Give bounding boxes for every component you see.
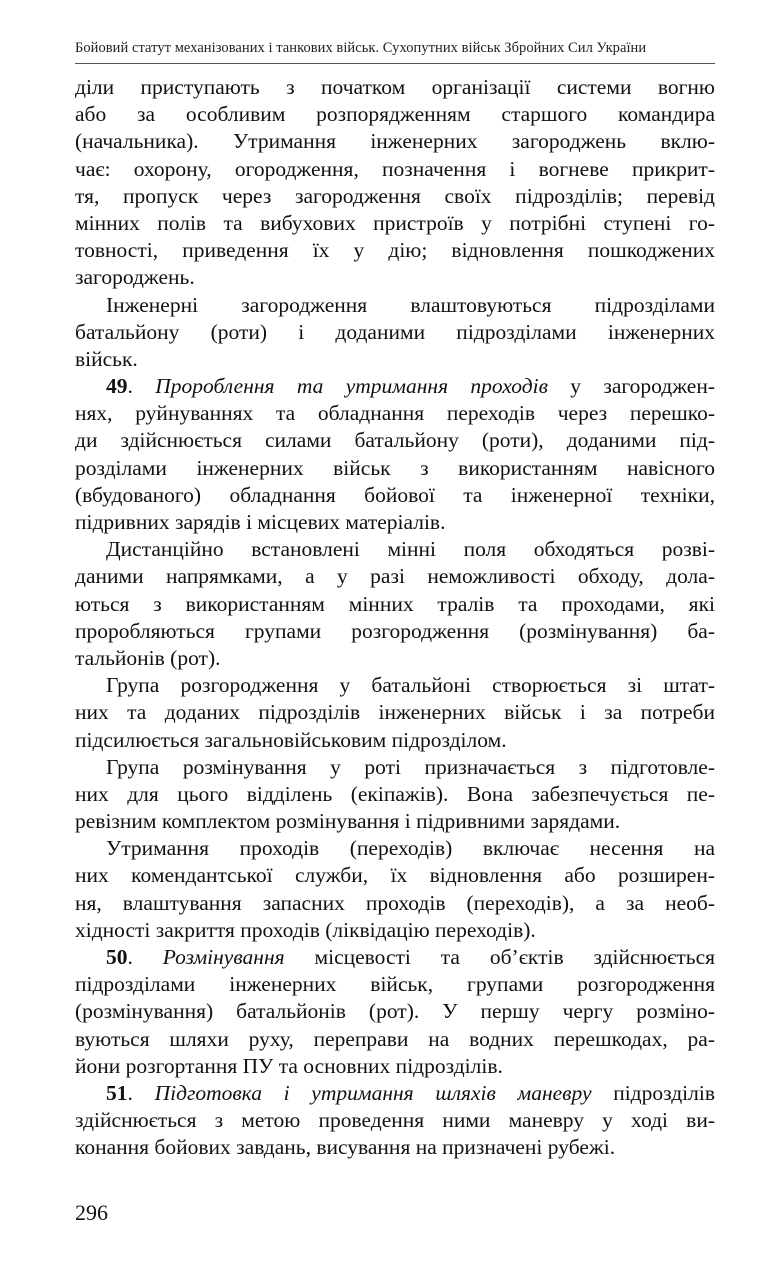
text-line: розділами інженерних військ з використанням навісного bbox=[75, 455, 715, 480]
section-number: 49 bbox=[106, 374, 128, 399]
section-title: Розмінування bbox=[162, 945, 285, 969]
text-line: ди здійснюється силами батальйону (роти), доданими під- bbox=[75, 428, 715, 453]
text-run: підрозділів bbox=[591, 1080, 715, 1105]
text-line: них для цього відділень (екіпажів). Вона забезпечується пе- bbox=[75, 781, 715, 806]
text-line: (розмінування) батальйонів (рот). У першу чергу розміно- bbox=[75, 999, 715, 1024]
section-title: Пророблення та утримання проходів bbox=[155, 374, 548, 399]
text-line: хідності закриття проходів (ліквідацію переходів). bbox=[75, 917, 536, 942]
text-line bbox=[75, 373, 715, 400]
text-line: даними напрямками, а у разі неможливості обходу, дола- bbox=[75, 564, 715, 589]
text-line: конання бойових завдань, висування на призначені рубежі. bbox=[75, 1135, 616, 1160]
text-line: загороджень. bbox=[75, 265, 195, 290]
text-line bbox=[75, 944, 715, 971]
paragraph-passage-maintenance bbox=[75, 835, 715, 944]
header-divider bbox=[75, 63, 715, 64]
running-header: Бойовий статут механізованих і танкових військ. Сухопутних військ Збройних Сил України bbox=[75, 40, 647, 56]
paragraph-clearing-group bbox=[75, 672, 715, 754]
section-title: Підготовка і утримання шляхів маневру bbox=[154, 1080, 592, 1105]
text-line: або за особливим розпорядженням старшого командира bbox=[75, 102, 715, 127]
text-line: проробляються групами розгородження (розмінування) ба- bbox=[75, 618, 715, 643]
text-run: у загороджен- bbox=[547, 374, 716, 399]
text-line: Утримання проходів (переходів) включає несення на bbox=[106, 836, 715, 861]
text-line: товності, приведення їх у дію; відновлення пошкоджених bbox=[75, 238, 715, 263]
text-line: батальйону (роти) і доданими підрозділами інженерних bbox=[75, 319, 715, 344]
page-number: 296 bbox=[75, 1200, 108, 1225]
text-line: вуються шляхи руху, переправи на водних перешкодах, ра- bbox=[75, 1026, 715, 1051]
text-line: підривних зарядів і місцевих матеріалів. bbox=[75, 510, 446, 534]
text-run: місцевості та об’єктів здійснюється bbox=[284, 945, 715, 969]
body-text bbox=[75, 74, 715, 1162]
text-line: тальйонів (рот). bbox=[75, 645, 221, 670]
section-number: 50 bbox=[106, 945, 128, 969]
text-line: здійснюється з метою проведення ними маневру у ході ви- bbox=[75, 1108, 715, 1133]
text-line: чає: охорону, огородження, позначення і вогневе прикрит- bbox=[75, 156, 715, 181]
paragraph-continuation bbox=[75, 74, 715, 292]
text-line: ревізним комплектом розмінування і підривними зарядами. bbox=[75, 809, 621, 834]
text-line: них та доданих підрозділів інженерних військ і за потреби bbox=[75, 700, 715, 725]
section-50 bbox=[75, 944, 715, 1080]
section-51 bbox=[75, 1080, 715, 1162]
text-line: Дистанційно встановлені мінні поля обходяться розві- bbox=[106, 537, 715, 562]
text-line: діли приступають з початком організації системи вогню bbox=[75, 75, 715, 99]
text-line: ються з використанням мінних тралів та проходами, які bbox=[75, 591, 715, 616]
section-dot: . bbox=[127, 1080, 155, 1105]
text-line: них комендантської служби, їх відновлення або розширен- bbox=[75, 863, 715, 888]
text-line: ня, влаштування запасних проходів (переходів), а за необ- bbox=[75, 890, 715, 915]
paragraph-remote-minefields bbox=[75, 536, 715, 672]
text-line: Група розгородження у батальйоні створюється зі штат- bbox=[106, 673, 715, 698]
section-49 bbox=[75, 373, 715, 536]
text-line: (вбудованого) обладнання бойової та інженерної техніки, bbox=[75, 482, 715, 507]
text-line: військ. bbox=[75, 346, 138, 371]
text-line: Група розмінування у роті призначається з підготовле- bbox=[106, 754, 715, 779]
text-line: (начальника). Утримання інженерних загороджень вклю- bbox=[75, 129, 715, 154]
paragraph-barriers bbox=[75, 292, 715, 374]
section-dot: . bbox=[127, 945, 163, 969]
text-line bbox=[75, 1080, 715, 1107]
paragraph-demining-group bbox=[75, 754, 715, 836]
text-line: нях, руйнуваннях та обладнання переходів через перешко- bbox=[75, 401, 715, 426]
section-dot: . bbox=[127, 374, 156, 399]
text-line: Інженерні загородження влаштовуються підрозділами bbox=[106, 292, 715, 317]
text-line: йони розгортання ПУ та основних підрозділів. bbox=[75, 1053, 503, 1078]
text-line: тя, пропуск через загородження своїх підрозділів; перевід bbox=[75, 183, 715, 208]
section-number: 51 bbox=[106, 1080, 128, 1105]
text-line: підсилюється загальновійськовим підрозділом. bbox=[75, 727, 507, 752]
text-line: мінних полів та вибухових пристроїв у потрібні ступені го- bbox=[75, 210, 715, 235]
text-line: підрозділами інженерних військ, групами розгородження bbox=[75, 972, 715, 997]
